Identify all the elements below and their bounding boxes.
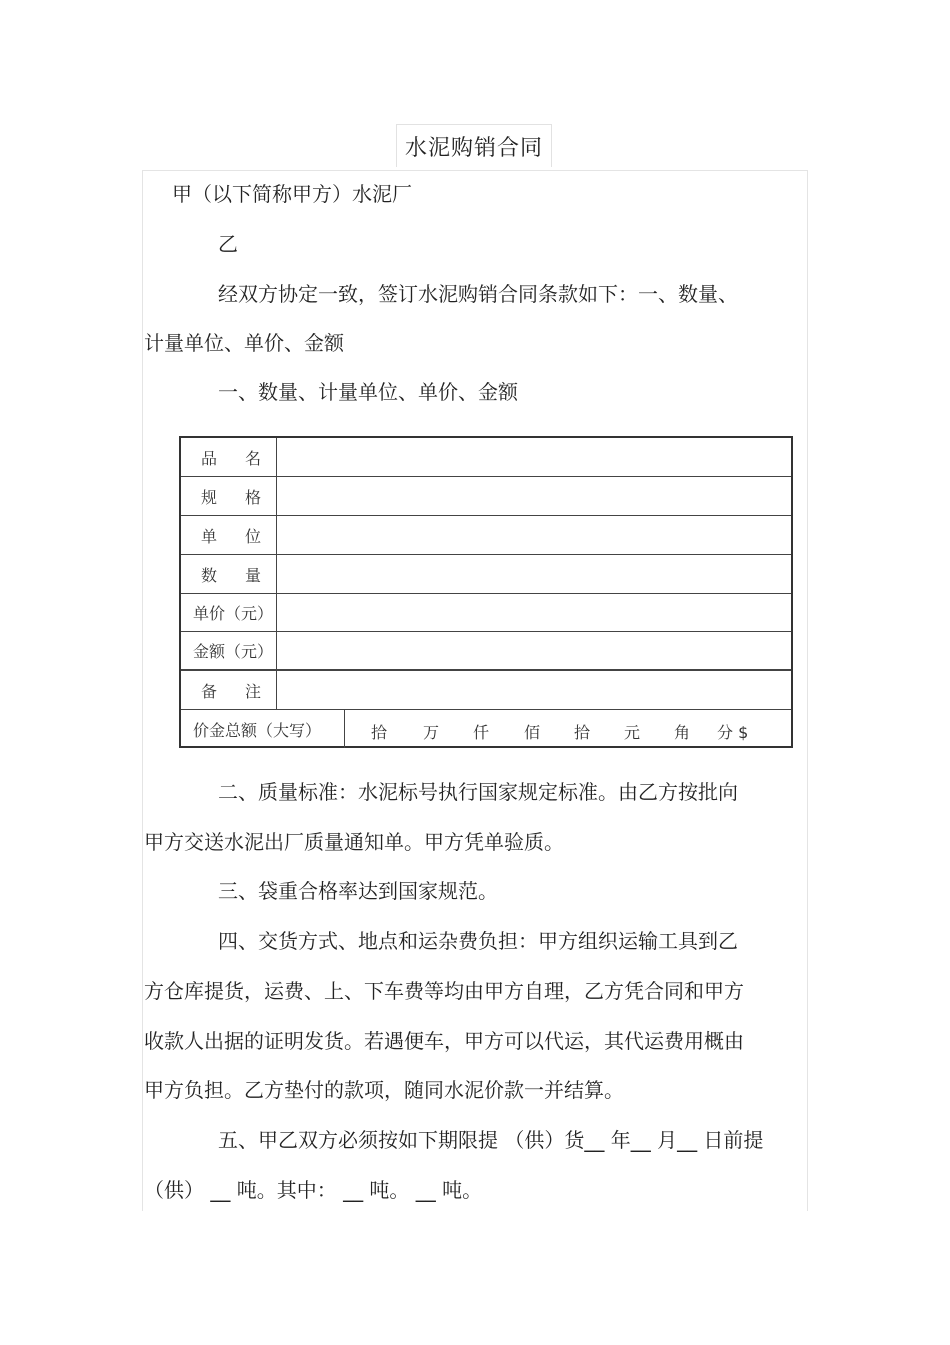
unit-label: 佰 [524,723,541,742]
row-label: 品 名 [181,438,277,476]
section-5-line-1: 五、甲乙双方必须按如下期限提 （供）货__ 年__ 月__ 日前提 [218,1128,764,1152]
party-a-line: 甲（以下简称甲方）水泥厂 [172,182,412,206]
row-label: 数 量 [181,555,277,593]
section-2-line-1: 二、质量标准：水泥标号执行国家规定标准。由乙方按批向 [218,780,738,804]
party-b-line: 乙 [218,232,238,256]
unit-label: 仟 [473,723,490,742]
unit-label: 拾 [371,723,388,742]
section-5-line-2: （供） __ 吨。其中： __ 吨。 __ 吨。 [144,1178,483,1202]
table-row [181,632,791,670]
intro-line-1: 经双方协定一致，签订水泥购销合同条款如下：一、数量、 [218,282,738,306]
row-label: 规 格 [181,477,277,515]
section-4-line-1: 四、交货方式、地点和运杂费负担：甲方组织运输工具到乙 [218,929,738,953]
unit-label: 拾 [574,723,591,742]
unit-label: 分 $ [717,723,749,742]
goods-table [179,436,793,748]
section-1-heading: 一、数量、计量单位、单价、金额 [218,380,518,404]
total-amount-label: 价金总额（大写） [181,710,345,748]
row-label: 金额（元） [181,632,277,669]
section-3-line: 三、袋重合格率达到国家规范。 [218,879,498,903]
table-row [181,516,791,555]
section-4-line-3: 收款人出据的证明发货。若遇便车，甲方可以代运，其代运费用概由 [144,1029,744,1053]
section-2-line-2: 甲方交送水泥出厂质量通知单。甲方凭单验质。 [144,830,564,854]
table-row [181,477,791,516]
row-label: 单价（元） [181,594,277,631]
section-4-line-2: 方仓库提货，运费、上、下车费等均由甲方自理，乙方凭合同和甲方 [144,979,744,1003]
row-label: 单 位 [181,516,277,554]
table-row [181,670,791,710]
table-row [181,555,791,594]
document-title: 水泥购销合同 [396,124,552,167]
unit-label: 元 [624,723,641,742]
intro-line-2: 计量单位、单价、金额 [144,331,344,355]
total-amount-row [181,710,791,748]
section-4-line-4: 甲方负担。乙方垫付的款项，随同水泥价款一并结算。 [144,1078,624,1102]
table-row [181,594,791,632]
unit-label: 角 [674,723,691,742]
table-row [181,438,791,477]
row-label: 备 注 [181,671,277,709]
unit-label: 万 [423,723,440,742]
